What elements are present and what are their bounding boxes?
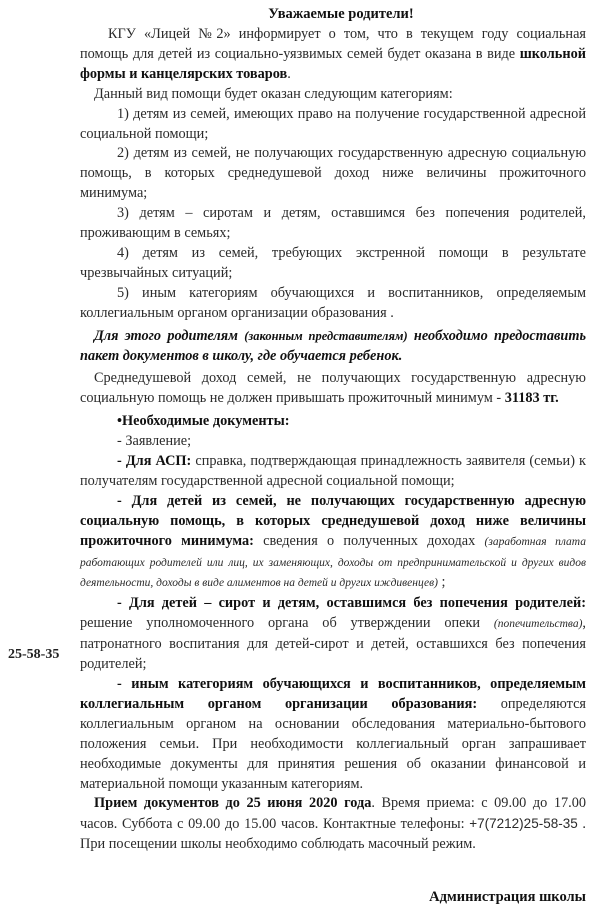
doc-item: - Заявление; bbox=[117, 433, 192, 450]
doc-item: - Для детей – сирот и детям, оставшимся без попечения родителей: решение уполномоченного органа об утверждении опеки (попечительства), патронатного воспитания для детей-сирот и детей, оставшихся без попечения родителей; bbox=[80, 595, 586, 673]
overlay-phone-fragment: 25-58-35 bbox=[8, 647, 60, 662]
notice-paragraph: Для этого родителям (законным представителям) необходимо предоставить пакет документов в школу, где обучается ребенок. bbox=[80, 327, 586, 364]
docs-heading: •Необходимые документы: bbox=[117, 413, 290, 430]
category-item: 5) иным категориям обучающихся и воспитанников, определяемым коллегиальным органом организации образования . bbox=[80, 284, 586, 321]
categories-intro: Данный вид помощи будет оказан следующим категориям: bbox=[94, 85, 453, 102]
page-title: Уважаемые родители! bbox=[268, 6, 414, 22]
reception-paragraph: Прием документов до 25 июня 2020 года. Время приема: с 09.00 до 17.00 часов. Суббота с 09.00 до 15.00 часов. Контактные телефоны: +7(7212)25-58-35 . При посещении школы необходимо соблюдать масочный режим. bbox=[80, 795, 587, 853]
document-page bbox=[80, 0, 586, 907]
category-item: 2) детям из семей, не получающих государственную адресную социальную помощь, в которых среднедушевой доход ниже величины прожиточного минимума; bbox=[80, 145, 586, 202]
intro-paragraph: КГУ «Лицей №2» информирует о том, что в текущем году социальная помощь для детей из социально-уязвимых семей будет оказана в виде школьной формы и канцелярских товаров. bbox=[80, 26, 586, 82]
category-item: 3) детям – сиротам и детям, оставшимся без попечения родителей, проживающим в семьях; bbox=[80, 205, 586, 242]
category-item: 4) детям из семей, требующих экстренной помощи в результате чрезвычайных ситуаций; bbox=[80, 244, 586, 281]
org-name: КГУ «Лицей №2» bbox=[108, 26, 231, 42]
income-paragraph: Среднедушевой доход семей, не получающих государственную адресную социальную помощь не должен привышать прожиточный минимум - 31183 тг. bbox=[80, 370, 586, 407]
signature: Администрация школы bbox=[429, 889, 586, 906]
contact-phone: +7(7212)25-58-35 bbox=[469, 816, 578, 832]
doc-item: - иным категориям обучающихся и воспитанников, определяемым коллегиальным органом организации образования: определяются коллегиальным органом на основании обследования материально-бытового положения семьи. При необходимости коллегиальный орган запрашивает необходимые документы для принятия решения об оказании финансовой и материальной помощи указанным категориям. bbox=[80, 676, 586, 792]
income-threshold: 31183 тг. bbox=[504, 390, 559, 407]
category-item: 1) детям из семей, имеющих право на получение государственной адресной социальной помощи; bbox=[80, 105, 586, 142]
doc-item: - Для детей из семей, не получающих государственную адресную социальную помощь, в которых среднедушевой доход ниже величины прожиточного минимума: сведения о полученных доходах (заработная плата работающих родителей или лиц, их заменяющих, доходы от предпринимательской и других видов деятельности, доходы в виде алиментов на детей и других иждивенцев) ; bbox=[80, 492, 586, 591]
doc-item: - Для АСП: справка, подтверждающая принадлежность заявителя (семьи) к получателям государственной адресной социальной помощи; bbox=[80, 453, 586, 489]
